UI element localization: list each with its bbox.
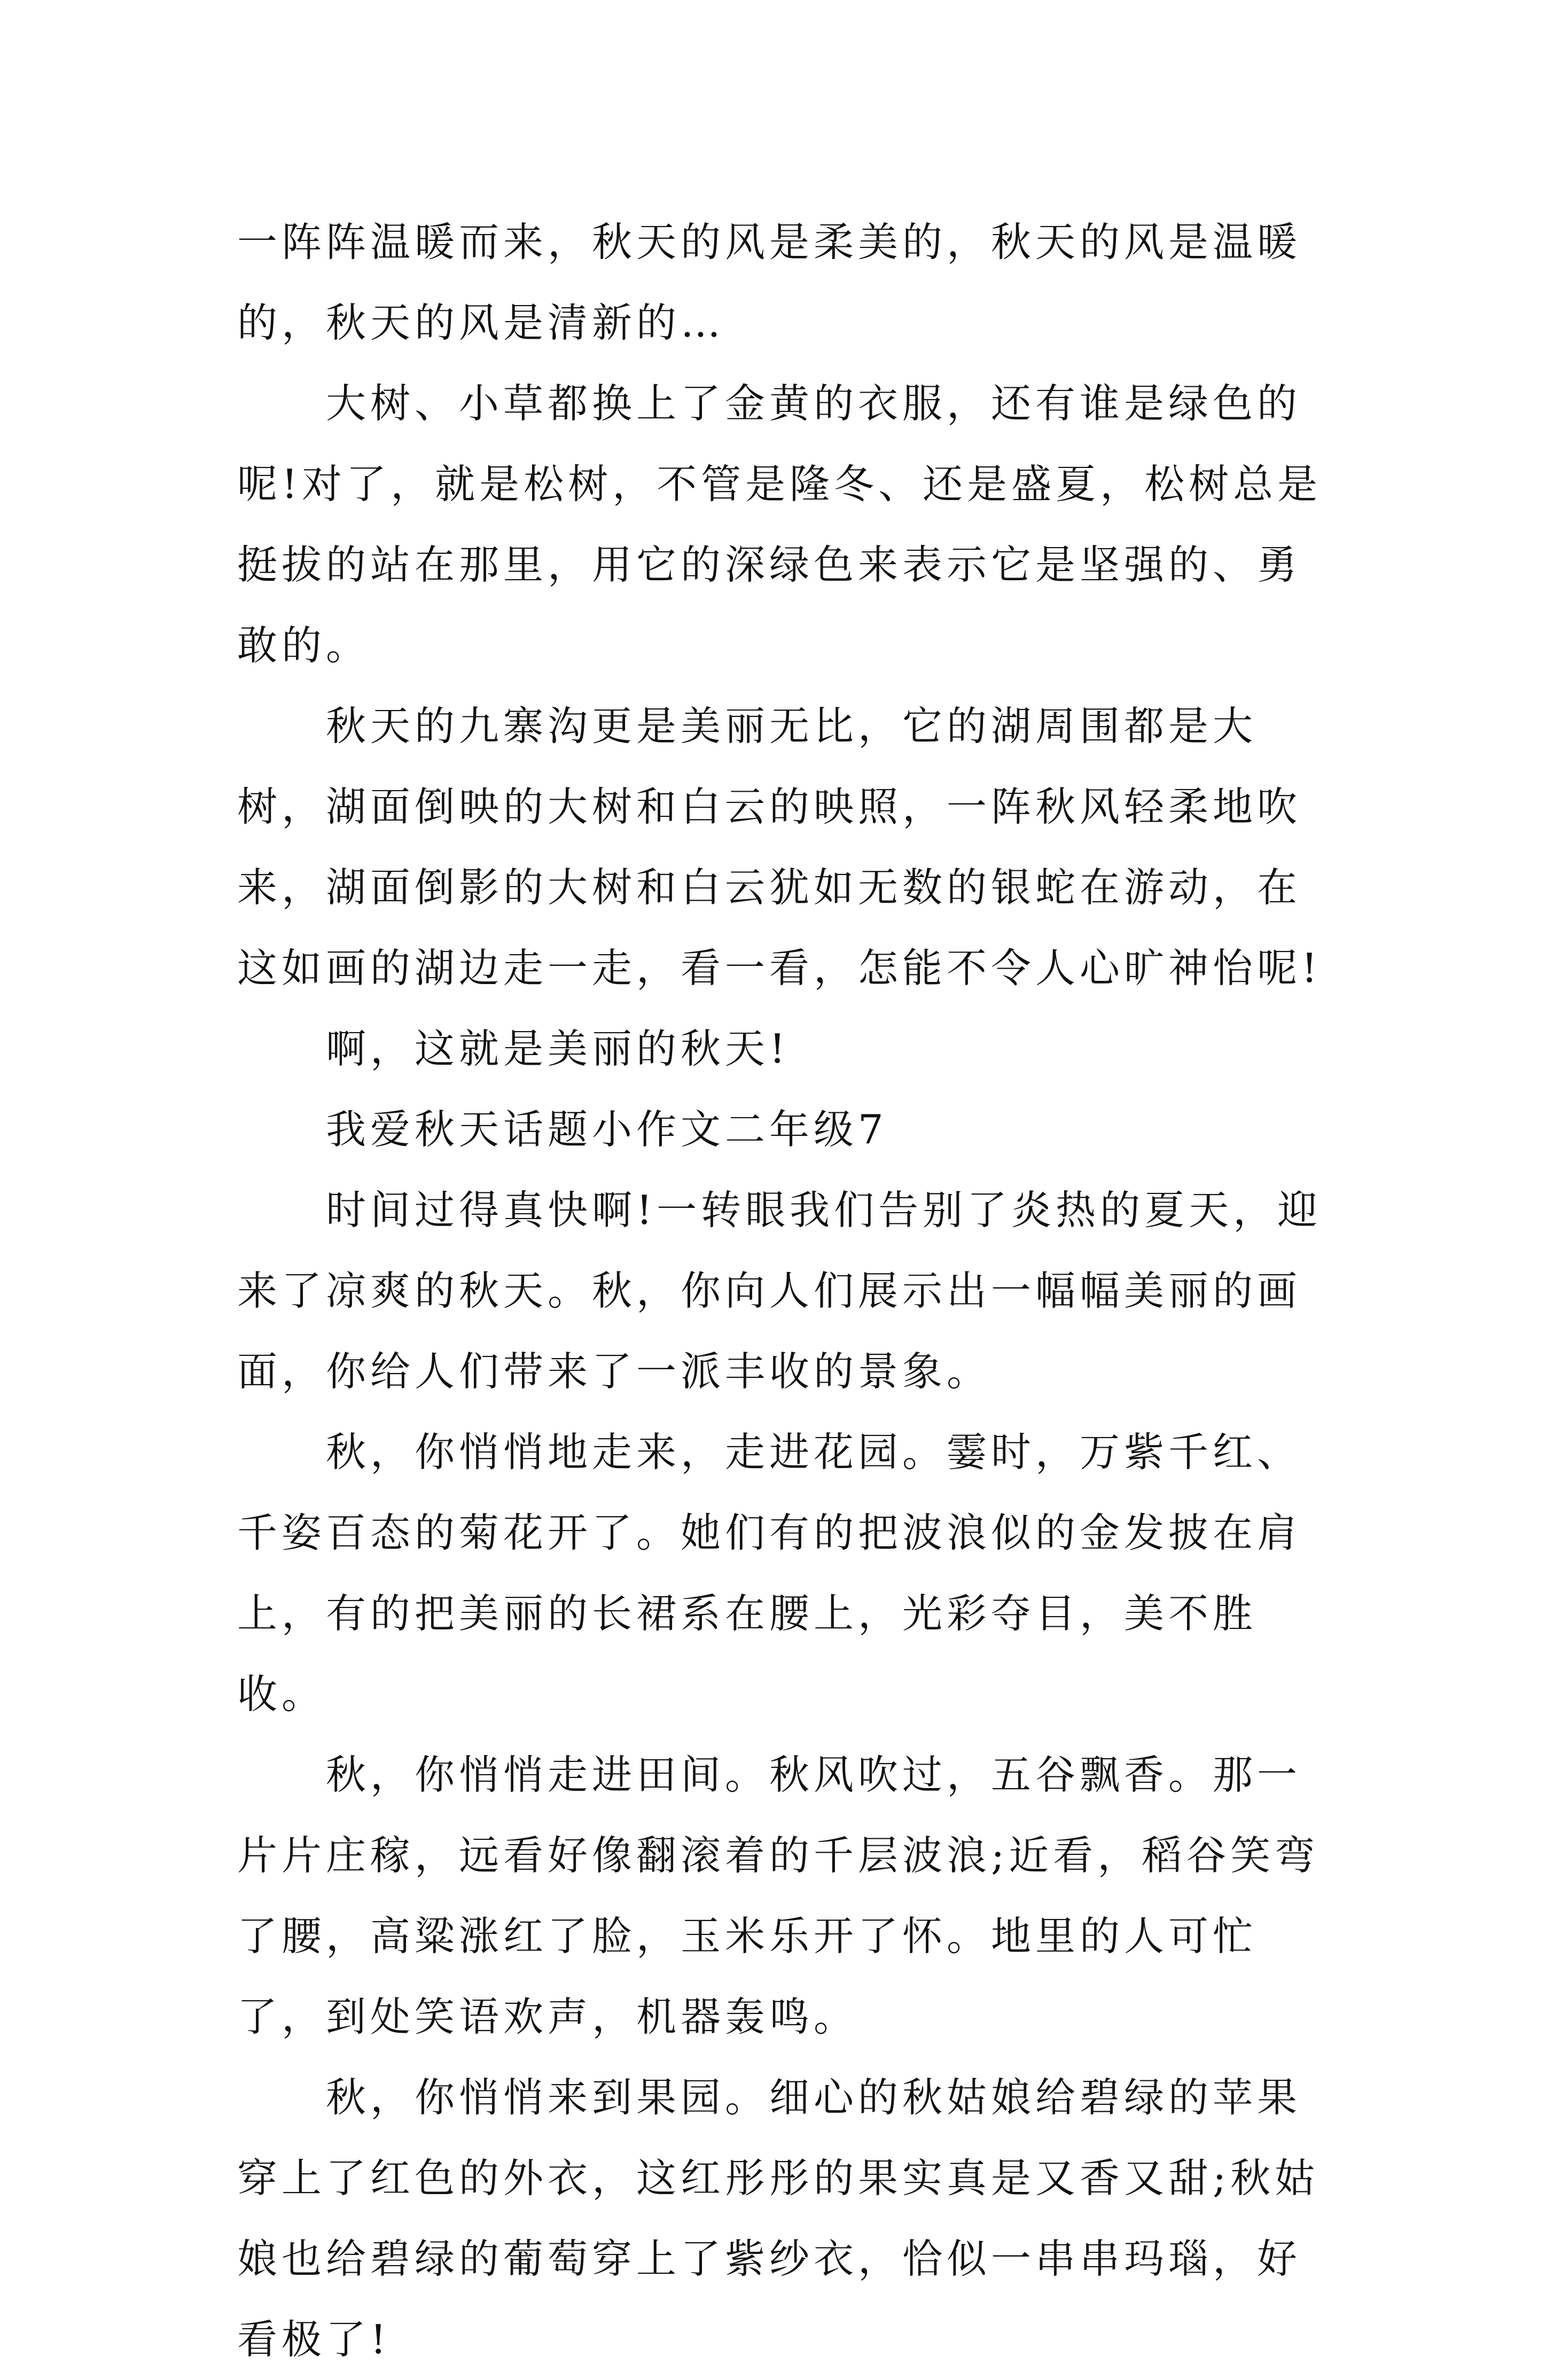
paragraph-fields: 秋，你悄悄走进田间。秋风吹过，五谷飘香。那一片片庄稼，远看好像翻滚着的千层波浪;近看，稻谷笑弯了腰，高粱涨红了脸，玉米乐开了怀。地里的人可忙了，到处笑语欢声，机器轰鸣。 <box>237 1751 1319 2040</box>
essay-heading: 我爱秋天话题小作文二年级7 <box>326 1106 888 1153</box>
paragraph-jiuzhaigou: 秋天的九寨沟更是美丽无比，它的湖周围都是大树，湖面倒映的大树和白云的映照，一阵秋风轻柔地吹来，湖面倒影的大树和白云犹如无数的银蛇在游动，在这如画的湖边走一走，看一看，怎能不令人心旷神怡呢! <box>237 703 1322 992</box>
paragraph-continuation: 一阵阵温暖而来，秋天的风是柔美的，秋天的风是温暖的，秋天的风是清新的… <box>237 219 1302 346</box>
paragraph-pine-tree: 大树、小草都换上了金黄的衣服，还有谁是绿色的呢!对了，就是松树，不管是隆冬、还是盛夏，松树总是挺拔的站在那里，用它的深绿色来表示它是坚强的、勇敢的。 <box>237 380 1322 669</box>
paragraph-garden: 秋，你悄悄地走来，走进花园。霎时，万紫千红、千姿百态的菊花开了。她们有的把波浪似的金发披在肩上，有的把美丽的长裙系在腰上，光彩夺目，美不胜收。 <box>237 1429 1302 1718</box>
paragraph-time-flies: 时间过得真快啊!一转眼我们告别了炎热的夏天，迎来了凉爽的秋天。秋，你向人们展示出一幅幅美丽的画面，你给人们带来了一派丰收的景象。 <box>237 1187 1322 1395</box>
document-body <box>237 202 1327 2380</box>
paragraph-orchard: 秋，你悄悄来到果园。细心的秋姑娘给碧绿的苹果穿上了红色的外衣，这红彤彤的果实真是又香又甜;秋姑娘也给碧绿的葡萄穿上了紫纱衣，恰似一串串玛瑙，好看极了! <box>237 2074 1319 2363</box>
paragraph-beautiful-autumn: 啊，这就是美丽的秋天! <box>326 1025 790 1072</box>
